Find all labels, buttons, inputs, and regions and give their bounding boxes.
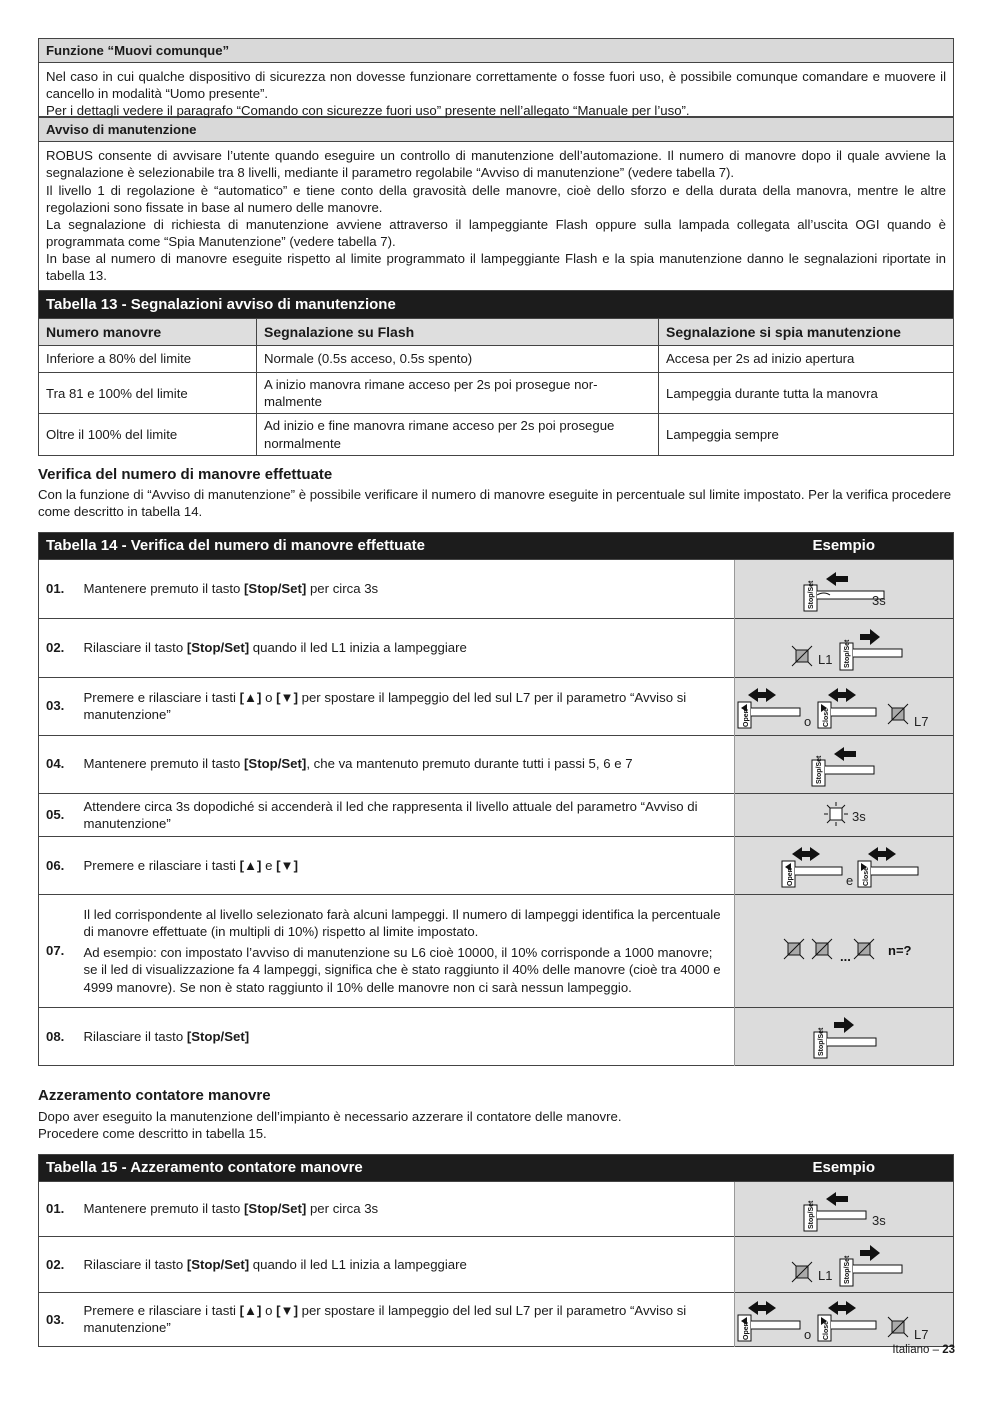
avviso-manutenzione-box [38, 117, 954, 290]
table-cell: Oltre il 100% del limite [39, 414, 257, 455]
svg-text:3s: 3s [872, 592, 886, 608]
step-text: Mantenere premuto il tasto [Stop/Set] per circa 3s [79, 559, 735, 618]
svg-text:L7: L7 [914, 714, 929, 729]
section-heading: Azzeramento contatore manovre [38, 1086, 271, 1104]
svg-text:Stop/Set: Stop/Set [808, 1200, 815, 1229]
table-row [39, 346, 954, 373]
table-cell: Accesa per 2s ad inizio apertura [659, 346, 954, 373]
led-blink-icon [792, 646, 812, 666]
page-number: 23 [942, 1344, 955, 1356]
svg-text:o: o [804, 1327, 812, 1343]
table-cell: Lampeggia sempre [659, 414, 954, 455]
svg-text:Close: Close [863, 867, 870, 887]
table-cell: Lampeggia durante tutta la manovra [659, 373, 954, 414]
page-footer: Italiano – 23 [892, 1344, 955, 1356]
box-paragraph: In base al numero di manovre eseguite rispetto al limite programmato il lampeggiante Flash e la spia manutenzione danno le segnalazioni riportate in tabella 13. [46, 251, 946, 284]
svg-text:Stop/Set: Stop/Set [818, 1027, 825, 1057]
step-text: Il led corrispondente al livello selezionato farà alcuni lampeggi. Il numero di lampeggi identifica la percentuale di manovre effettuate (in multipli di 10%) rispetto al limite impostato. Ad esempio: con impostato l’avviso di manutenzione su L6 cioè 10000, il 10% corrisponde a 1000 manovre; se il led di visualizzazione fa 4 lampeggi, significa che è stato raggiunto il 40% delle manovre (cioè tra 4000 e 4999 manovre). Se non è stato raggiunto il 10% delle manovre non ci sarà nessun lampeggio. [79, 894, 735, 1007]
box-paragraph: ROBUS consente di avvisare l’utente quando eseguire un controllo di manutenzione dell’automazione. Il numero di manovre dopo il quale avviene la segnalazione è selezionabile tra 8 livelli, mediante il parametro regolabile “Avviso di manutenzione” (vedere tabella 7). [46, 148, 946, 181]
svg-text:Close: Close [823, 1321, 830, 1341]
step-text: Attendere circa 3s dopodiché si accenderà il led che rappresenta il livello attuale del parametro “Avviso di manutenzione” [79, 793, 735, 836]
column-header: Segnalazione si spia manutenzione [659, 319, 954, 346]
svg-text:n=?: n=? [888, 942, 912, 958]
box-paragraph: La segnalazione di richiesta di manutenzione avviene attraverso il lampeggiante Flash oppure sulla lampada collegata all’uscita OGI quando è programmata come “Spia Manutenzione” (vedere tabella 7). [46, 216, 946, 250]
table-14 [38, 532, 954, 1066]
table-cell: Tra 81 e 100% del limite [39, 373, 257, 414]
table-row [39, 373, 954, 414]
step-text: Premere e rilasciare i tasti [▲] o [▼] per spostare il lampeggio del led sul L7 per il parametro “Avviso si manutenzione” [79, 1292, 735, 1346]
box-paragraph: Nel caso in cui qualche dispositivo di sicurezza non dovesse funzionare correttamente o fosse fuori uso, è possibile comunque comandare e muovere il cancello in modalità “Uomo presente”. [46, 69, 946, 102]
step-text: Premere e rilasciare i tasti [▲] e [▼] [79, 836, 735, 894]
open-close-buttons-icon [736, 682, 952, 730]
step-text: Rilasciare il tasto [Stop/Set] quando il led L1 inizia a lampeggiare [79, 1236, 735, 1292]
step-row [39, 894, 954, 1007]
led-blinks-count-icon [744, 931, 944, 971]
step-row [39, 559, 954, 618]
release-stopset-icon [744, 1013, 944, 1059]
step-number: 02. [39, 618, 79, 677]
step-number: 03. [39, 1292, 79, 1346]
svg-text:Stop/Set: Stop/Set [844, 639, 851, 668]
open-close-buttons-icon [736, 1295, 952, 1343]
step-row [39, 735, 954, 793]
svg-text:L1: L1 [818, 1268, 833, 1284]
press-stopset-icon [744, 1186, 944, 1232]
step-number: 01. [39, 1181, 79, 1236]
svg-text:Open: Open [787, 868, 794, 887]
column-header: Segnalazione su Flash [257, 319, 659, 346]
led-on-icon [744, 798, 944, 832]
example-header: Esempio [735, 532, 954, 559]
box-title: Funzione “Muovi comunque” [39, 39, 953, 63]
step-text: Mantenere premuto il tasto [Stop/Set] per circa 3s [79, 1181, 735, 1236]
step-number: 02. [39, 1236, 79, 1292]
open-close-buttons-icon [744, 841, 944, 889]
section-text: Con la funzione di “Avviso di manutenzione” è possibile verificare il numero di manovre eseguite in percentuale sul limite impostato. Per la verifica procedere come descritto in tabella 14. [38, 487, 952, 520]
svg-text:o: o [804, 714, 812, 729]
step-row [39, 836, 954, 894]
svg-text:...: ... [840, 948, 851, 964]
column-header: Numero manovre [39, 319, 257, 346]
press-stopset-icon [744, 741, 944, 787]
step-row [39, 793, 954, 836]
svg-text:Stop/Set: Stop/Set [816, 755, 823, 784]
svg-text:Stop/Set: Stop/Set [808, 580, 815, 609]
table-title: Tabella 14 - Verifica del numero di manovre effettuate [39, 532, 735, 559]
section-text: Procedere come descritto in tabella 15. [38, 1126, 267, 1142]
step-text: Rilasciare il tasto [Stop/Set] [79, 1007, 735, 1065]
svg-text:Close: Close [823, 707, 830, 727]
svg-text:L7: L7 [914, 1327, 929, 1343]
table-13 [38, 291, 954, 456]
table-cell: Normale (0.5s acceso, 0.5s spento) [257, 346, 659, 373]
step-number: 08. [39, 1007, 79, 1065]
box-title: Avviso di manutenzione [39, 117, 953, 142]
svg-text:3s: 3s [852, 808, 866, 824]
step-text: Premere e rilasciare i tasti [▲] o [▼] per spostare il lampeggio del led sul L7 per il parametro “Avviso si manutenzione” [79, 677, 735, 735]
step-number: 04. [39, 735, 79, 793]
table-title: Tabella 13 - Segnalazioni avviso di manutenzione [46, 295, 396, 313]
svg-text:Stop/Set: Stop/Set [844, 1255, 851, 1285]
step-row [39, 1292, 954, 1346]
step-text: Rilasciare il tasto [Stop/Set] quando il led L1 inizia a lampeggiare [79, 618, 735, 677]
box-paragraph: Il livello 1 di regolazione è “automatico” e tiene conto della gravosità delle manovre, cioè dello sforzo e della durata della manovra, mentre le altre regolazioni sono fissate in base al numero delle manovre. [46, 182, 946, 215]
release-stopset-icon [744, 625, 944, 671]
svg-text:L1: L1 [818, 651, 833, 667]
example-header: Esempio [735, 1154, 954, 1181]
table-cell: Inferiore a 80% del limite [39, 346, 257, 373]
step-number: 01. [39, 559, 79, 618]
svg-text:Open: Open [743, 1322, 750, 1341]
release-stopset-icon [744, 1241, 944, 1287]
table-cell: A inizio manovra rimane acceso per 2s poi prosegue nor-malmente [257, 373, 659, 414]
step-text: Mantenere premuto il tasto [Stop/Set], che va mantenuto premuto durante tutti i passi 5, 6 e 7 [79, 735, 735, 793]
step-row [39, 1181, 954, 1236]
svg-text:Open: Open [743, 709, 750, 727]
table-15 [38, 1154, 954, 1347]
step-row [39, 677, 954, 735]
step-row [39, 1007, 954, 1065]
svg-text:3s: 3s [872, 1212, 886, 1228]
step-number: 03. [39, 677, 79, 735]
svg-text:e: e [846, 873, 854, 889]
muovi-comunque-box [38, 38, 954, 117]
section-text: Dopo aver eseguito la manutenzione dell’impianto è necessario azzerare il contatore delle manovre. [38, 1109, 622, 1125]
step-number: 07. [39, 894, 79, 1007]
step-illustration [735, 559, 954, 618]
press-stopset-icon [744, 566, 944, 612]
page [38, 38, 954, 1347]
step-number: 06. [39, 836, 79, 894]
section-heading: Verifica del numero di manovre effettuate [38, 465, 333, 483]
table-row [39, 414, 954, 455]
step-number: 05. [39, 793, 79, 836]
table-title: Tabella 15 - Azzeramento contatore manovre [39, 1154, 735, 1181]
step-row [39, 1236, 954, 1292]
step-row [39, 618, 954, 677]
table-cell: Ad inizio e fine manovra rimane acceso per 2s poi prosegue normalmente [257, 414, 659, 455]
box-paragraph: Per i dettagli vedere il paragrafo “Comando con sicurezze fuori uso” presente nell’allegato “Manuale per l’uso”. [46, 103, 690, 119]
